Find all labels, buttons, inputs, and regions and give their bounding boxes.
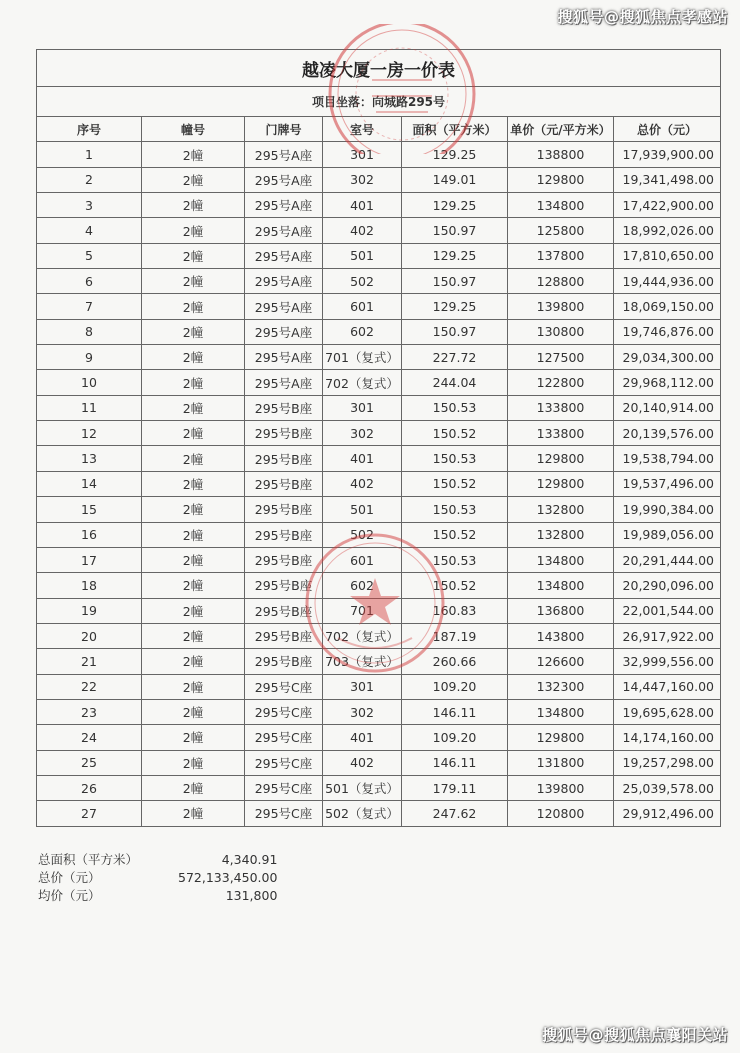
door-no: 295号B座 bbox=[245, 522, 323, 547]
building-no: 2幢 bbox=[142, 446, 245, 471]
table-row bbox=[37, 243, 721, 268]
door-no: 295号A座 bbox=[245, 294, 323, 319]
unit-price: 131800 bbox=[508, 750, 614, 775]
table-row bbox=[37, 573, 721, 598]
row-index: 11 bbox=[37, 395, 142, 420]
door-no: 295号C座 bbox=[245, 775, 323, 800]
room-no: 501 bbox=[323, 243, 402, 268]
room-no: 501 bbox=[323, 497, 402, 522]
building-no: 2幢 bbox=[142, 142, 245, 167]
project-location: 项目坐落：向城路295号 bbox=[37, 87, 721, 117]
total-price: 29,968,112.00 bbox=[614, 370, 721, 395]
row-index: 1 bbox=[37, 142, 142, 167]
row-index: 24 bbox=[37, 725, 142, 750]
door-no: 295号B座 bbox=[245, 471, 323, 496]
area-value: 149.01 bbox=[402, 167, 508, 192]
building-no: 2幢 bbox=[142, 699, 245, 724]
column-header: 总价（元） bbox=[614, 117, 721, 142]
door-no: 295号C座 bbox=[245, 674, 323, 699]
door-no: 295号A座 bbox=[245, 167, 323, 192]
unit-price: 143800 bbox=[508, 623, 614, 648]
room-no: 602 bbox=[323, 319, 402, 344]
column-header: 序号 bbox=[37, 117, 142, 142]
room-no: 502（复式） bbox=[323, 801, 402, 826]
room-no: 702（复式） bbox=[323, 370, 402, 395]
area-value: 129.25 bbox=[402, 294, 508, 319]
room-no: 602 bbox=[323, 573, 402, 598]
total-price: 29,034,300.00 bbox=[614, 345, 721, 370]
area-value: 179.11 bbox=[402, 775, 508, 800]
table-row bbox=[37, 775, 721, 800]
door-no: 295号C座 bbox=[245, 725, 323, 750]
table-row bbox=[37, 699, 721, 724]
area-value: 150.53 bbox=[402, 395, 508, 420]
row-index: 3 bbox=[37, 193, 142, 218]
total-price: 14,174,160.00 bbox=[614, 725, 721, 750]
row-index: 25 bbox=[37, 750, 142, 775]
total-price: 19,990,384.00 bbox=[614, 497, 721, 522]
row-index: 27 bbox=[37, 801, 142, 826]
door-no: 295号B座 bbox=[245, 547, 323, 572]
watermark-bottom: 搜狐号@搜狐焦点襄阳关站 bbox=[541, 1026, 728, 1044]
table-row bbox=[37, 547, 721, 572]
row-index: 15 bbox=[37, 497, 142, 522]
door-no: 295号A座 bbox=[245, 319, 323, 344]
area-value: 150.52 bbox=[402, 522, 508, 547]
room-no: 302 bbox=[323, 167, 402, 192]
building-no: 2幢 bbox=[142, 218, 245, 243]
unit-price: 134800 bbox=[508, 547, 614, 572]
row-index: 14 bbox=[37, 471, 142, 496]
building-no: 2幢 bbox=[142, 623, 245, 648]
area-value: 150.97 bbox=[402, 319, 508, 344]
total-price: 18,069,150.00 bbox=[614, 294, 721, 319]
area-value: 150.97 bbox=[402, 218, 508, 243]
table-row bbox=[37, 395, 721, 420]
table-row bbox=[37, 193, 721, 218]
summary-value: 131,800 bbox=[225, 887, 278, 903]
room-no: 703（复式） bbox=[323, 649, 402, 674]
row-index: 10 bbox=[37, 370, 142, 395]
door-no: 295号B座 bbox=[245, 649, 323, 674]
total-price: 19,257,298.00 bbox=[614, 750, 721, 775]
row-index: 21 bbox=[37, 649, 142, 674]
building-no: 2幢 bbox=[142, 522, 245, 547]
table-row bbox=[37, 598, 721, 623]
unit-price: 134800 bbox=[508, 573, 614, 598]
unit-price: 134800 bbox=[508, 193, 614, 218]
total-price: 19,537,496.00 bbox=[614, 471, 721, 496]
door-no: 295号B座 bbox=[245, 395, 323, 420]
total-price: 19,695,628.00 bbox=[614, 699, 721, 724]
door-no: 295号C座 bbox=[245, 750, 323, 775]
room-no: 502 bbox=[323, 269, 402, 294]
door-no: 295号C座 bbox=[245, 801, 323, 826]
unit-price: 120800 bbox=[508, 801, 614, 826]
unit-price: 129800 bbox=[508, 167, 614, 192]
unit-price: 137800 bbox=[508, 243, 614, 268]
row-index: 6 bbox=[37, 269, 142, 294]
table-row bbox=[37, 471, 721, 496]
unit-price: 126600 bbox=[508, 649, 614, 674]
table-row bbox=[37, 801, 721, 826]
building-no: 2幢 bbox=[142, 497, 245, 522]
total-price: 20,290,096.00 bbox=[614, 573, 721, 598]
unit-price: 127500 bbox=[508, 345, 614, 370]
summary-value: 572,133,450.00 bbox=[178, 869, 278, 885]
table-row bbox=[37, 167, 721, 192]
table-row bbox=[37, 750, 721, 775]
building-no: 2幢 bbox=[142, 547, 245, 572]
row-index: 13 bbox=[37, 446, 142, 471]
unit-price: 129800 bbox=[508, 446, 614, 471]
total-price: 17,939,900.00 bbox=[614, 142, 721, 167]
total-price: 19,989,056.00 bbox=[614, 522, 721, 547]
total-price: 14,447,160.00 bbox=[614, 674, 721, 699]
area-value: 146.11 bbox=[402, 750, 508, 775]
total-price: 20,291,444.00 bbox=[614, 547, 721, 572]
table-row bbox=[37, 345, 721, 370]
table-row bbox=[37, 421, 721, 446]
summary-label: 均价（元） bbox=[38, 888, 101, 903]
building-no: 2幢 bbox=[142, 345, 245, 370]
total-price: 29,912,496.00 bbox=[614, 801, 721, 826]
room-no: 401 bbox=[323, 446, 402, 471]
table-title: 越凌大厦一房一价表 bbox=[37, 50, 721, 87]
area-value: 244.04 bbox=[402, 370, 508, 395]
price-table bbox=[36, 49, 721, 827]
door-no: 295号B座 bbox=[245, 446, 323, 471]
total-price: 19,746,876.00 bbox=[614, 319, 721, 344]
total-price: 19,444,936.00 bbox=[614, 269, 721, 294]
area-value: 150.97 bbox=[402, 269, 508, 294]
summary-label: 总价（元） bbox=[38, 870, 101, 885]
table-row bbox=[37, 446, 721, 471]
unit-price: 128800 bbox=[508, 269, 614, 294]
table-row bbox=[37, 269, 721, 294]
building-no: 2幢 bbox=[142, 573, 245, 598]
building-no: 2幢 bbox=[142, 167, 245, 192]
door-no: 295号A座 bbox=[245, 345, 323, 370]
room-no: 301 bbox=[323, 395, 402, 420]
unit-price: 139800 bbox=[508, 294, 614, 319]
building-no: 2幢 bbox=[142, 649, 245, 674]
row-index: 5 bbox=[37, 243, 142, 268]
area-value: 187.19 bbox=[402, 623, 508, 648]
area-value: 150.52 bbox=[402, 573, 508, 598]
row-index: 18 bbox=[37, 573, 142, 598]
table-row bbox=[37, 649, 721, 674]
building-no: 2幢 bbox=[142, 243, 245, 268]
table-row bbox=[37, 522, 721, 547]
building-no: 2幢 bbox=[142, 193, 245, 218]
area-value: 260.66 bbox=[402, 649, 508, 674]
table-row bbox=[37, 725, 721, 750]
unit-price: 133800 bbox=[508, 395, 614, 420]
room-no: 302 bbox=[323, 421, 402, 446]
total-price: 20,139,576.00 bbox=[614, 421, 721, 446]
summary-value: 4,340.91 bbox=[221, 851, 278, 867]
summary-row bbox=[38, 886, 277, 904]
table-row bbox=[37, 142, 721, 167]
area-value: 129.25 bbox=[402, 193, 508, 218]
summary-label: 总面积（平方米） bbox=[38, 852, 139, 867]
table-row bbox=[37, 497, 721, 522]
area-value: 150.53 bbox=[402, 497, 508, 522]
room-no: 502 bbox=[323, 522, 402, 547]
row-index: 8 bbox=[37, 319, 142, 344]
area-value: 129.25 bbox=[402, 243, 508, 268]
room-no: 401 bbox=[323, 193, 402, 218]
unit-price: 129800 bbox=[508, 725, 614, 750]
building-no: 2幢 bbox=[142, 750, 245, 775]
unit-price: 138800 bbox=[508, 142, 614, 167]
building-no: 2幢 bbox=[142, 294, 245, 319]
column-header: 幢号 bbox=[142, 117, 245, 142]
building-no: 2幢 bbox=[142, 775, 245, 800]
table-row bbox=[37, 623, 721, 648]
room-no: 402 bbox=[323, 218, 402, 243]
watermark-top: 搜狐号@搜狐焦点孝感站 bbox=[557, 8, 728, 26]
area-value: 160.83 bbox=[402, 598, 508, 623]
row-index: 7 bbox=[37, 294, 142, 319]
door-no: 295号A座 bbox=[245, 142, 323, 167]
unit-price: 125800 bbox=[508, 218, 614, 243]
door-no: 295号A座 bbox=[245, 218, 323, 243]
door-no: 295号B座 bbox=[245, 598, 323, 623]
unit-price: 132800 bbox=[508, 522, 614, 547]
area-value: 247.62 bbox=[402, 801, 508, 826]
unit-price: 130800 bbox=[508, 319, 614, 344]
table-row bbox=[37, 674, 721, 699]
room-no: 402 bbox=[323, 750, 402, 775]
door-no: 295号A座 bbox=[245, 370, 323, 395]
door-no: 295号C座 bbox=[245, 699, 323, 724]
row-index: 12 bbox=[37, 421, 142, 446]
row-index: 16 bbox=[37, 522, 142, 547]
room-no: 301 bbox=[323, 674, 402, 699]
table-row bbox=[37, 370, 721, 395]
building-no: 2幢 bbox=[142, 319, 245, 344]
total-price: 19,341,498.00 bbox=[614, 167, 721, 192]
area-value: 146.11 bbox=[402, 699, 508, 724]
table-row bbox=[37, 294, 721, 319]
area-value: 227.72 bbox=[402, 345, 508, 370]
room-no: 601 bbox=[323, 294, 402, 319]
unit-price: 122800 bbox=[508, 370, 614, 395]
door-no: 295号B座 bbox=[245, 421, 323, 446]
unit-price: 132800 bbox=[508, 497, 614, 522]
building-no: 2幢 bbox=[142, 269, 245, 294]
total-price: 20,140,914.00 bbox=[614, 395, 721, 420]
room-no: 601 bbox=[323, 547, 402, 572]
area-value: 150.52 bbox=[402, 471, 508, 496]
total-price: 18,992,026.00 bbox=[614, 218, 721, 243]
area-value: 150.52 bbox=[402, 421, 508, 446]
column-header: 面积（平方米） bbox=[402, 117, 508, 142]
area-value: 109.20 bbox=[402, 725, 508, 750]
room-no: 501（复式） bbox=[323, 775, 402, 800]
building-no: 2幢 bbox=[142, 370, 245, 395]
area-value: 150.53 bbox=[402, 547, 508, 572]
row-index: 17 bbox=[37, 547, 142, 572]
unit-price: 139800 bbox=[508, 775, 614, 800]
unit-price: 129800 bbox=[508, 471, 614, 496]
column-header: 单价（元/平方米） bbox=[508, 117, 614, 142]
total-price: 32,999,556.00 bbox=[614, 649, 721, 674]
door-no: 295号B座 bbox=[245, 623, 323, 648]
area-value: 109.20 bbox=[402, 674, 508, 699]
row-index: 4 bbox=[37, 218, 142, 243]
row-index: 9 bbox=[37, 345, 142, 370]
building-no: 2幢 bbox=[142, 725, 245, 750]
column-header: 室号 bbox=[323, 117, 402, 142]
unit-price: 136800 bbox=[508, 598, 614, 623]
row-index: 23 bbox=[37, 699, 142, 724]
unit-price: 133800 bbox=[508, 421, 614, 446]
room-no: 701（复式） bbox=[323, 345, 402, 370]
total-price: 19,538,794.00 bbox=[614, 446, 721, 471]
building-no: 2幢 bbox=[142, 421, 245, 446]
area-value: 129.25 bbox=[402, 142, 508, 167]
summary-block bbox=[38, 850, 277, 904]
unit-price: 132300 bbox=[508, 674, 614, 699]
table-row bbox=[37, 319, 721, 344]
row-index: 19 bbox=[37, 598, 142, 623]
summary-row bbox=[38, 868, 277, 886]
room-no: 302 bbox=[323, 699, 402, 724]
building-no: 2幢 bbox=[142, 395, 245, 420]
unit-price: 134800 bbox=[508, 699, 614, 724]
total-price: 25,039,578.00 bbox=[614, 775, 721, 800]
room-no: 401 bbox=[323, 725, 402, 750]
row-index: 2 bbox=[37, 167, 142, 192]
building-no: 2幢 bbox=[142, 674, 245, 699]
building-no: 2幢 bbox=[142, 801, 245, 826]
door-no: 295号A座 bbox=[245, 193, 323, 218]
room-no: 301 bbox=[323, 142, 402, 167]
room-no: 402 bbox=[323, 471, 402, 496]
total-price: 17,810,650.00 bbox=[614, 243, 721, 268]
door-no: 295号B座 bbox=[245, 497, 323, 522]
door-no: 295号B座 bbox=[245, 573, 323, 598]
table-row bbox=[37, 218, 721, 243]
total-price: 26,917,922.00 bbox=[614, 623, 721, 648]
total-price: 17,422,900.00 bbox=[614, 193, 721, 218]
row-index: 20 bbox=[37, 623, 142, 648]
summary-row bbox=[38, 850, 277, 868]
door-no: 295号A座 bbox=[245, 243, 323, 268]
room-no: 701 bbox=[323, 598, 402, 623]
header-row bbox=[37, 117, 721, 142]
column-header: 门牌号 bbox=[245, 117, 323, 142]
building-no: 2幢 bbox=[142, 598, 245, 623]
area-value: 150.53 bbox=[402, 446, 508, 471]
room-no: 702（复式） bbox=[323, 623, 402, 648]
row-index: 26 bbox=[37, 775, 142, 800]
building-no: 2幢 bbox=[142, 471, 245, 496]
door-no: 295号A座 bbox=[245, 269, 323, 294]
total-price: 22,001,544.00 bbox=[614, 598, 721, 623]
row-index: 22 bbox=[37, 674, 142, 699]
